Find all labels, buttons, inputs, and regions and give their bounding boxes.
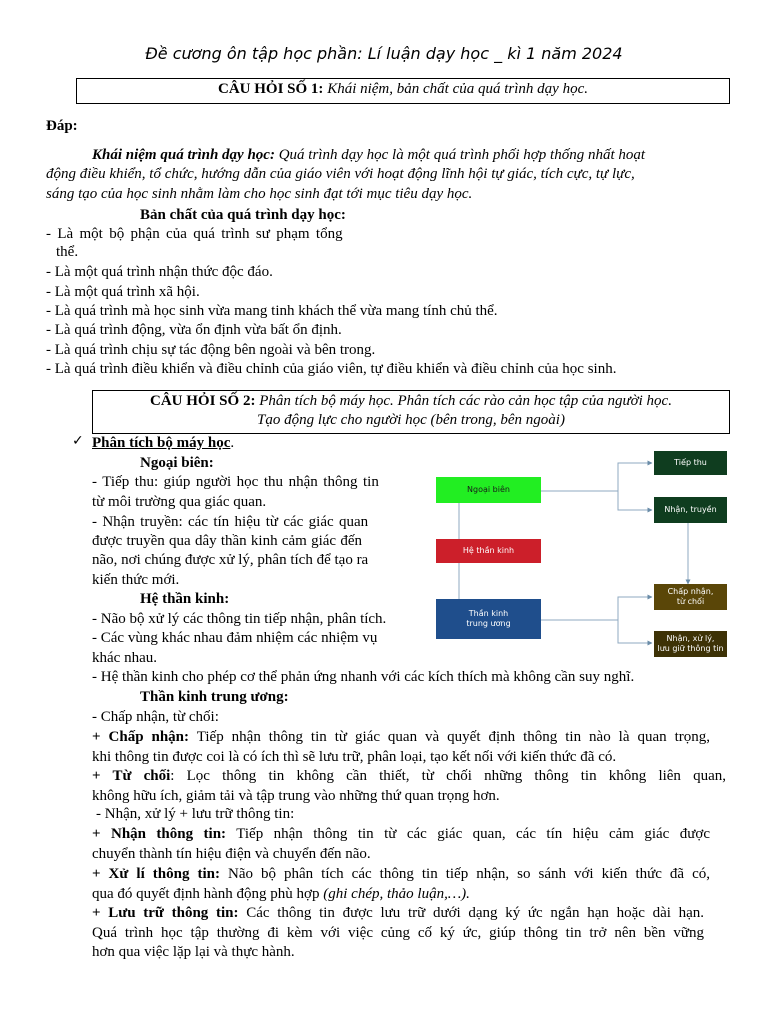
- tu-choi-paragraph: + Từ chối: Lọc thông tin không cần thiết, từ chối những thông tin không liên quan, không hữu ích, giảm tải và tập trung vào những thứ quan trọng hơn.: [92, 768, 727, 804]
- question-2-label: CÂU HỎI SỐ 2:: [150, 393, 256, 409]
- nature-item: - Là quá trình chịu sự tác động bên ngoài và bên trong.: [46, 342, 376, 358]
- question-2-line-2: Tạo động lực cho người học (bên trong, bên ngoài): [257, 412, 565, 428]
- analysis-heading: Phân tích bộ máy học.: [92, 435, 235, 451]
- concept-line-3: sáng tạo của học sinh nhằm làm cho học sinh đạt tới mục tiêu dạy học.: [46, 186, 473, 202]
- question-1-label: CÂU HỎI SỐ 1:: [218, 81, 324, 97]
- diagram-node-tiep-thu: Tiếp thu: [654, 451, 727, 475]
- nhan-xu-ly-line: - Nhận, xử lý + lưu trữ thông tin:: [96, 806, 295, 822]
- he-than-kinh-line-1: - Não bộ xử lý các thông tin tiếp nhận, phân tích.: [92, 611, 387, 627]
- nature-heading: Bản chất của quá trình dạy học:: [140, 207, 346, 223]
- nhan-truyen-line-1: - Nhận truyền: các tín hiệu từ các giác quan: [92, 514, 369, 530]
- diagram-node-than-kinh-trung-uong: Thần kinh trung ương: [436, 599, 541, 639]
- concept-line-1: Khái niệm quá trình dạy học: Quá trình dạy học là một quá trình phối hợp thống nhất hoạt: [92, 147, 646, 163]
- chap-nhan-paragraph: + Chấp nhận: Tiếp nhận thông tin từ giác quan và quyết định thông tin nào là quan trọng, khi thông tin được coi là có ích thì sẽ lưu trữ, phân loại, tạo kết nối với kiến thức đã có.: [92, 729, 711, 765]
- luu-tru-thong-tin-paragraph: + Lưu trữ thông tin: Các thông tin được lưu trữ dưới dạng ký ức ngắn hạn hoặc dài hạn. Quá trình học tập thường đi kèm với việc củng cố ký ức, giúp thông tin trở nên bền vững hơn qua việc lặp lại và thực hành.: [92, 905, 705, 960]
- question-2-text: Phân tích bộ máy học. Phân tích các rào cản học tập của người học.: [259, 393, 672, 409]
- xu-li-thong-tin-paragraph: + Xử lí thông tin: Não bộ phân tích các thông tin tiếp nhận, so sánh với kiến thức đã có, qua đó quyết định hành động phù hợp (ghi chép, thảo luận,…).: [92, 866, 711, 902]
- nature-item: - Là quá trình điều khiển và điều chỉnh của giáo viên, tự điều khiển và điều chỉnh của học sinh.: [46, 361, 617, 377]
- tiep-thu-line-2: từ môi trường qua giác quan.: [92, 494, 267, 510]
- answer-label: Đáp:: [46, 118, 78, 134]
- question-1-text: Khái niệm, bản chất của quá trình dạy học.: [327, 81, 588, 97]
- he-than-kinh-heading: Hệ thần kinh:: [140, 591, 230, 607]
- check-icon: ✓: [72, 433, 84, 449]
- nhan-thong-tin-paragraph: + Nhận thông tin: Tiếp nhận thông tin từ các giác quan, các tín hiệu cảm giác được chuyển thành tín hiệu điện và chuyển đến não.: [92, 826, 710, 862]
- nhan-truyen-line-2: được truyền qua dây thần kinh cảm giác đến: [92, 533, 362, 549]
- diagram-node-ngoai-bien: Ngoại biên: [436, 477, 541, 503]
- tiep-thu-line-1: - Tiếp thu: giúp người học thu nhận thông tin: [92, 474, 379, 490]
- nhan-truyen-line-3: não, nơi chúng được xử lý, phân tích để tạo ra: [92, 552, 369, 568]
- diagram-node-nhan-truyen: Nhận, truyền: [654, 497, 727, 523]
- question-2-line-1: [92, 393, 730, 410]
- learning-apparatus-diagram: [432, 446, 732, 662]
- diagram-node-he-than-kinh: Hệ thần kinh: [436, 539, 541, 563]
- chap-nhan-tu-choi-line: - Chấp nhận, từ chối:: [92, 709, 219, 725]
- nature-item: thể.: [56, 244, 79, 260]
- diagram-node-nhan-xu-ly-luu-giu: Nhận, xử lý, lưu giữ thông tin: [654, 631, 727, 657]
- nature-item: - Là một quá trình nhận thức độc đáo.: [46, 264, 273, 280]
- nature-item: - Là quá trình mà học sinh vừa mang tinh khách thể vừa mang tính chủ thể.: [46, 303, 498, 319]
- nature-item: - Là một quá trình xã hội.: [46, 284, 200, 300]
- diagram-node-chap-nhan-tu-choi: Chấp nhận, từ chối: [654, 584, 727, 610]
- than-kinh-trung-uong-heading: Thần kinh trung ương:: [140, 689, 289, 705]
- document-title: Đề cương ôn tập học phần: Lí luận dạy học _ kì 1 năm 2024: [145, 44, 623, 63]
- nature-item: - Là quá trình động, vừa ổn định vừa bất ổn định.: [46, 322, 342, 338]
- ngoai-bien-heading: Ngoại biên:: [140, 455, 214, 471]
- he-than-kinh-line-4: - Hệ thần kinh cho phép cơ thể phản ứng nhanh với các kích thích mà không cần suy nghĩ.: [92, 669, 635, 685]
- nature-item: - Là một bộ phận của quá trình sư phạm tổng: [46, 226, 343, 242]
- nhan-truyen-line-4: kiến thức mới.: [92, 572, 180, 588]
- he-than-kinh-line-2: - Các vùng khác nhau đảm nhiệm các nhiệm vụ: [92, 630, 378, 646]
- he-than-kinh-line-3: khác nhau.: [92, 650, 157, 666]
- question-1-heading: [76, 81, 730, 98]
- concept-label: Khái niệm quá trình dạy học:: [92, 147, 275, 163]
- concept-line-2: động điều khiển, tổ chức, hướng dẫn của giáo viên với hoạt động lĩnh hội tự giác, tích cực, tự lực,: [46, 166, 635, 182]
